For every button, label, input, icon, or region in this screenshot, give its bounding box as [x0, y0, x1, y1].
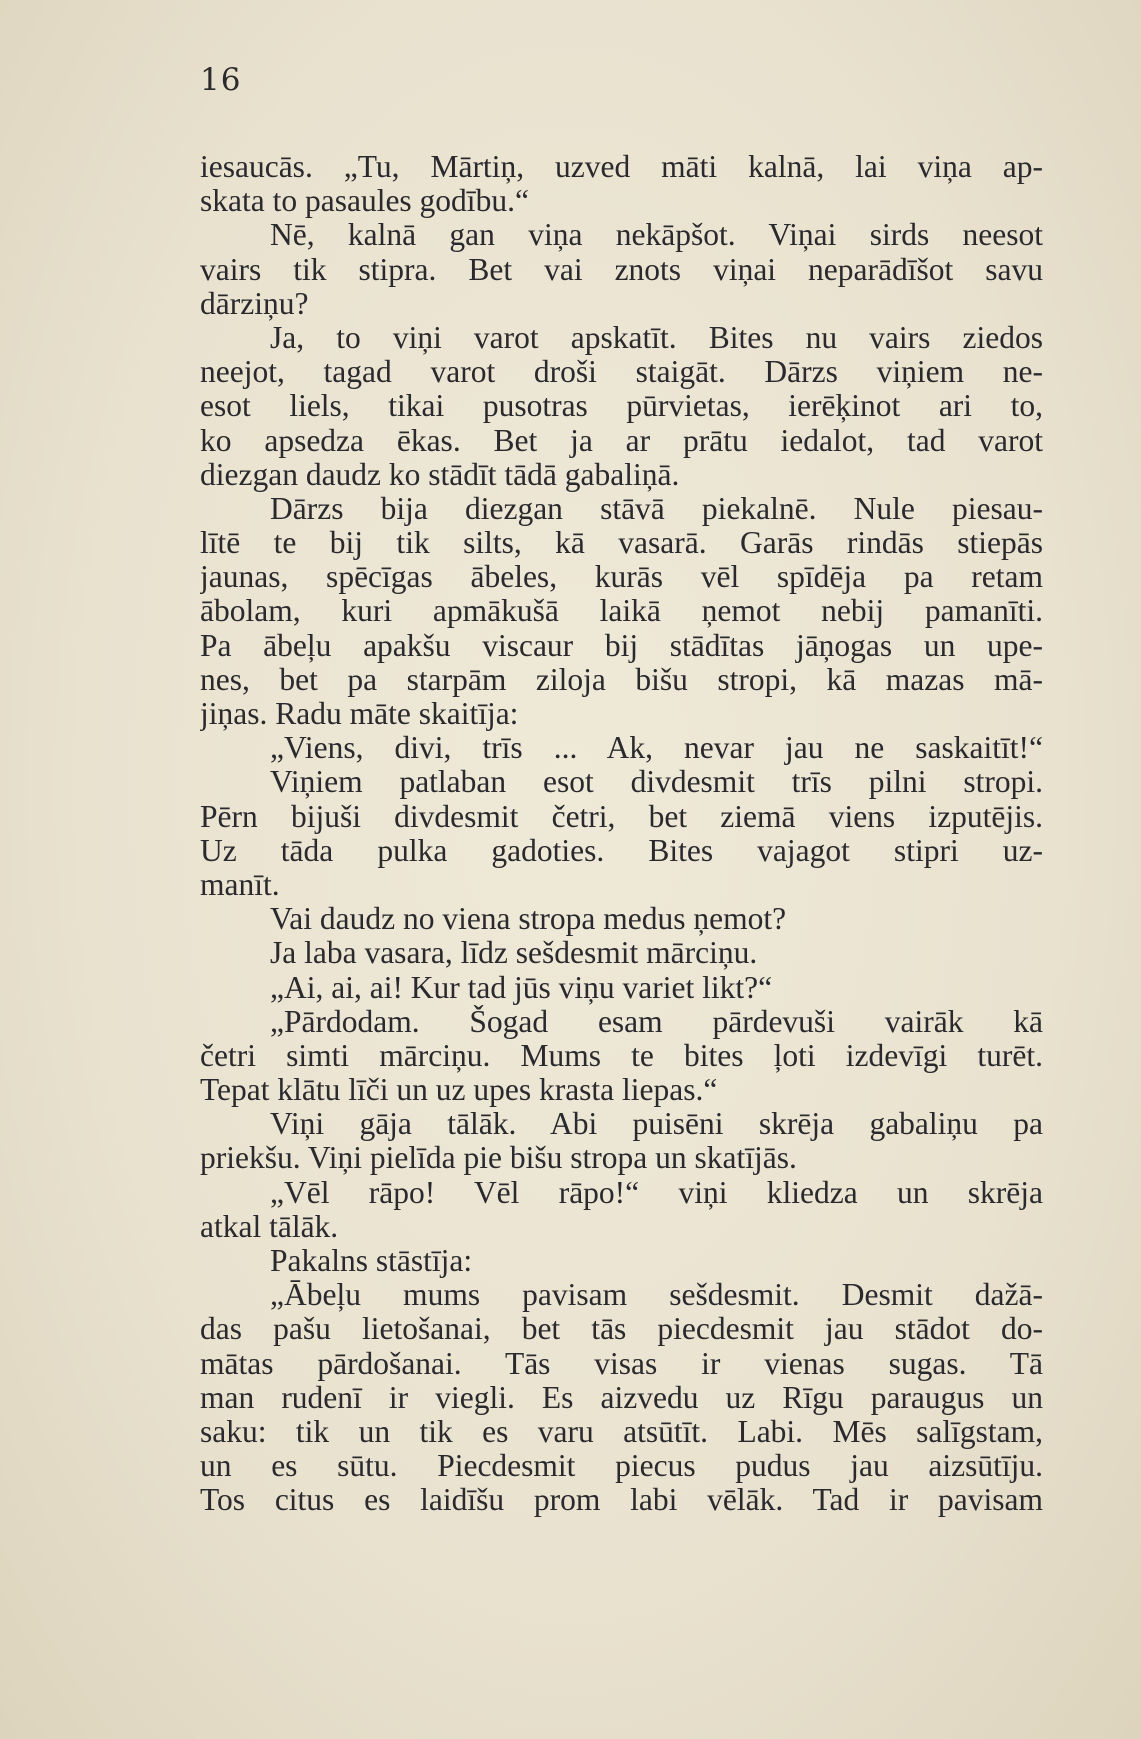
text-line: „Ābeļu mums pavisam sešdesmit. Desmit dažā-: [270, 1278, 1043, 1313]
text-line: das pašu lietošanai, bet tās piecdesmit jau stādot do-: [200, 1312, 1043, 1347]
text-line: „Vēl rāpo! Vēl rāpo!“ viņi kliedza un skrēja: [270, 1175, 1043, 1210]
text-line: Pērn bijuši divdesmit četri, bet ziemā viens izputējis.: [200, 799, 1043, 834]
text-line: Tepat klātu līči un uz upes krasta liepas.“: [200, 1073, 718, 1108]
text-line: Ja laba vasara, līdz sešdesmit mārciņu.: [270, 936, 758, 971]
text-line: Vai daudz no viena stropa medus ņemot?: [270, 902, 787, 937]
text-line: nes, bet pa starpām ziloja bišu stropi, kā mazas mā-: [200, 662, 1043, 697]
body-text: [200, 150, 1043, 1518]
text-line: lītē te bij tik silts, kā vasarā. Garās rindās stiepās: [200, 526, 1043, 561]
text-line: ābolam, kuri apmākušā laikā ņemot nebij pamanīti.: [200, 594, 1043, 629]
text-line: ko apsedza ēkas. Bet ja ar prātu iedalot, tad varot: [200, 423, 1043, 458]
text-line: skata to pasaules godību.“: [200, 184, 529, 219]
text-line: „Pārdodam. Šogad esam pārdevuši vairāk kā: [270, 1004, 1043, 1039]
text-line: priekšu. Viņi pielīda pie bišu stropa un skatījās.: [200, 1141, 797, 1176]
text-line: Pa ābeļu apakšu viscaur bij stādītas jāņogas un upe-: [200, 628, 1043, 663]
text-line: diezgan daudz ko stādīt tādā gabaliņā.: [200, 457, 680, 492]
text-line: Viņiem patlaban esot divdesmit trīs pilni stropi.: [270, 765, 1043, 800]
text-line: saku: tik un tik es varu atsūtīt. Labi. Mēs salīgstam,: [200, 1414, 1043, 1449]
text-line: dārziņu?: [200, 286, 309, 321]
text-line: „Viens, divi, trīs ... Ak, nevar jau ne saskaitīt!“: [270, 731, 1043, 766]
text-line: mātas pārdošanai. Tās visas ir vienas sugas. Tā: [200, 1346, 1043, 1381]
text-line: atkal tālāk.: [200, 1209, 339, 1244]
text-line: Nē, kalnā gan viņa nekāpšot. Viņai sirds neesot: [270, 218, 1043, 253]
text-line: Viņi gāja tālāk. Abi puisēni skrēja gabaliņu pa: [270, 1107, 1043, 1142]
text-line: esot liels, tikai pusotras pūrvietas, ierēķinot ari to,: [200, 389, 1043, 424]
text-line: iesaucās. „Tu, Mārtiņ, uzved māti kalnā, lai viņa ap-: [200, 150, 1043, 184]
text-line: vairs tik stipra. Bet vai znots viņai neparādīšot savu: [200, 252, 1043, 287]
text-line: un es sūtu. Piecdesmit piecus pudus jau aizsūtīju.: [200, 1449, 1043, 1484]
text-line: manīt.: [200, 867, 280, 902]
text-line: Dārzs bija diezgan stāvā piekalnē. Nule piesau-: [270, 491, 1043, 526]
text-line: Uz tāda pulka gadoties. Bites vajagot stipri uz-: [200, 833, 1043, 868]
text-line: neejot, tagad varot droši staigāt. Dārzs viņiem ne-: [200, 355, 1043, 390]
text-line: Pakalns stāstīja:: [270, 1244, 473, 1278]
text-line: jaunas, spēcīgas ābeles, kurās vēl spīdēja pa retam: [200, 560, 1043, 595]
text-line: jiņas. Radu māte skaitīja:: [200, 697, 519, 731]
text-line: Ja, to viņi varot apskatīt. Bites nu vairs ziedos: [270, 320, 1043, 355]
text-line: četri simti mārciņu. Mums te bites ļoti izdevīgi turēt.: [200, 1038, 1043, 1073]
page-number: 16: [200, 62, 242, 98]
text-line: „Ai, ai, ai! Kur tad jūs viņu variet likt?“: [270, 970, 773, 1005]
text-line: Tos citus es laidīšu prom labi vēlāk. Tad ir pavisam: [200, 1483, 1043, 1518]
text-line: man rudenī ir viegli. Es aizvedu uz Rīgu paraugus un: [200, 1380, 1043, 1415]
